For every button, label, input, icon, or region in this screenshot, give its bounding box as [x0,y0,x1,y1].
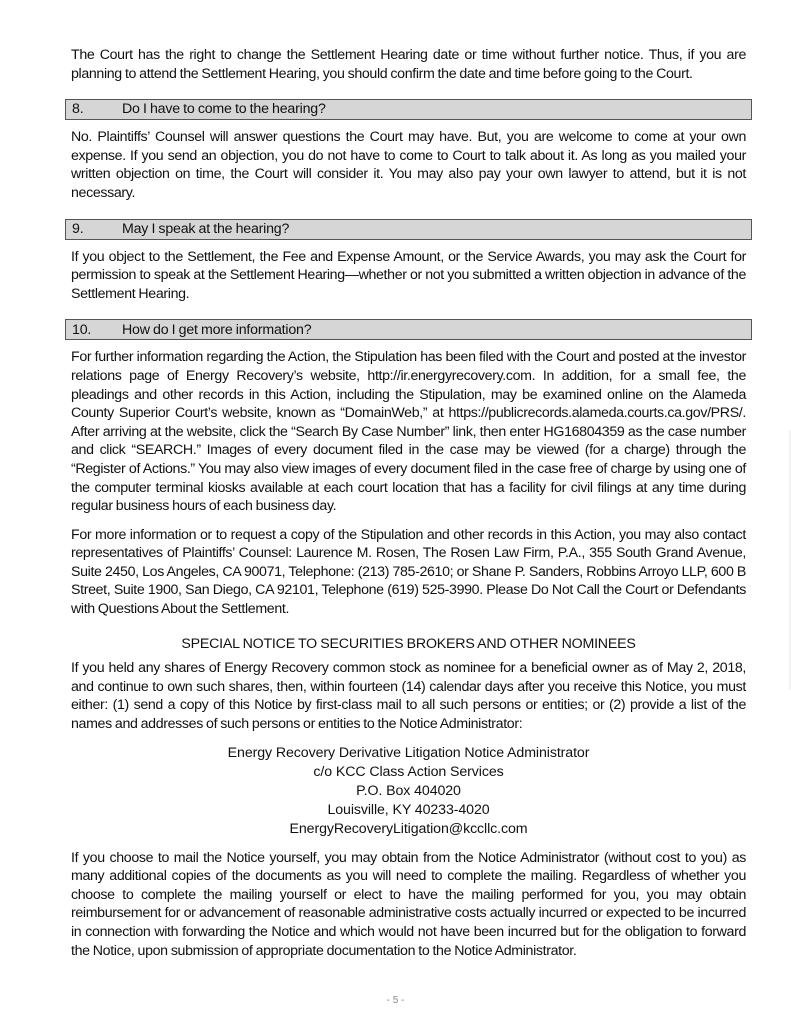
section-8-title: Do I have to come to the hearing? [122,101,326,118]
section-10-number: 10. [72,321,92,338]
notice-administrator-address [71,744,746,839]
special-notice-title: SPECIAL NOTICE TO SECURITIES BROKERS AND OTHER NOMINEES [181,635,636,652]
section-10-title: How do I get more information? [122,321,312,338]
section-10-header [65,319,752,340]
section-10-paragraph-1: For further information regarding the Action, the Stipulation has been filed with the Court and posted at the investor relations page of Energy Recovery’s website, http://ir.energyrecovery.com. In addition, for a small fee, the pleadings and other records in this Action, including the Stipulation, may be examined online on the Alameda County Superior Court’s website, known as “DomainWeb,” at https://publicrecords.alameda.courts.ca.gov/PRS/. After arriving at the website, click the “Search By Case Number” link, then enter HG16804359 as the case number and click “SEARCH.” Images of every document filed in the case may be viewed (for a charge) through the “Register of Actions.” You may also view images of every document filed in the case free of charge by using one of the computer terminal kiosks available at each court location that has a facility for civil filings at any time during regular business hours of each business day. [71,349,746,515]
address-line-4: Louisville, KY 40233-4020 [327,801,490,818]
page-number: - 5 - [386,995,405,1006]
address-line-2: c/o KCC Class Action Services [313,763,504,780]
section-8-paragraph: No. Plaintiffs’ Counsel will answer questions the Court may have. But, you are welcome to come at your own expense. If you send an objection, you do not have to come to Court to talk about it. As long as you mailed your written objection on time, the Court will consider it. You may also pay your own lawyer to attend, but it is not necessary. [71,129,746,201]
section-9-number: 9. [72,220,84,237]
address-email: EnergyRecoveryLitigation@kccllc.com [289,820,528,837]
address-line-1: Energy Recovery Derivative Litigation Notice Administrator [227,744,590,761]
document-page [71,46,746,970]
section-9-paragraph: If you object to the Settlement, the Fee and Expense Amount, or the Service Awards, you may ask the Court for permission to speak at the Settlement Hearing—whether or not you submitted a written objection in advance of the Settlement Hearing. [71,248,746,302]
section-8-number: 8. [72,101,84,118]
section-9-title: May I speak at the hearing? [122,220,290,237]
special-notice-paragraph-1: If you held any shares of Energy Recovery common stock as nominee for a beneficial owner as of May 2, 2018, and continue to own such shares, then, within fourteen (14) calendar days after you receive this Notice, you must either: (1) send a copy of this Notice by first-class mail to all such persons or entities; or (2) provide a list of the names and addresses of such persons or entities to the Notice Administrator: [71,660,746,733]
hearing-date-change-paragraph: The Court has the right to change the Settlement Hearing date or time without further notice. Thus, if you are planning to attend the Settlement Hearing, you should confirm the date and time before going to the Court. [71,47,746,82]
address-line-3: P.O. Box 404020 [356,782,461,799]
section-10-paragraph-2: For more information or to request a copy of the Stipulation and other records in this Action, you may also contact representatives of Plaintiffs’ Counsel: Laurence M. Rosen, The Rosen Law Firm, P.A., 355 South Grand Avenue, Suite 2450, Los Angeles, CA 90071, Telephone: (213) 785-2610; or Shane P. Sanders, Robbins Arroyo LLP, 600 B Street, Suite 1900, San Diego, CA 92101, Telephone (619) 525-3990. Please Do Not Call the Court or Defendants with Questions About the Settlement. [71,526,746,618]
special-notice-paragraph-2: If you choose to mail the Notice yourself, you may obtain from the Notice Administrator (without cost to you) as many additional copies of the documents as you will need to complete the mailing. Regardless of whether you choose to complete the mailing yourself or elect to have the mailing performed for you, you may obtain reimbursement for or advancement of reasonable administrative costs actually incurred or expected to be incurred in connection with forwarding the Notice and which would not have been incurred but for the obligation to forward the Notice, upon submission of appropriate documentation to the Notice Administrator. [71,849,746,959]
section-9-header [65,219,752,240]
section-8-header [65,99,752,120]
